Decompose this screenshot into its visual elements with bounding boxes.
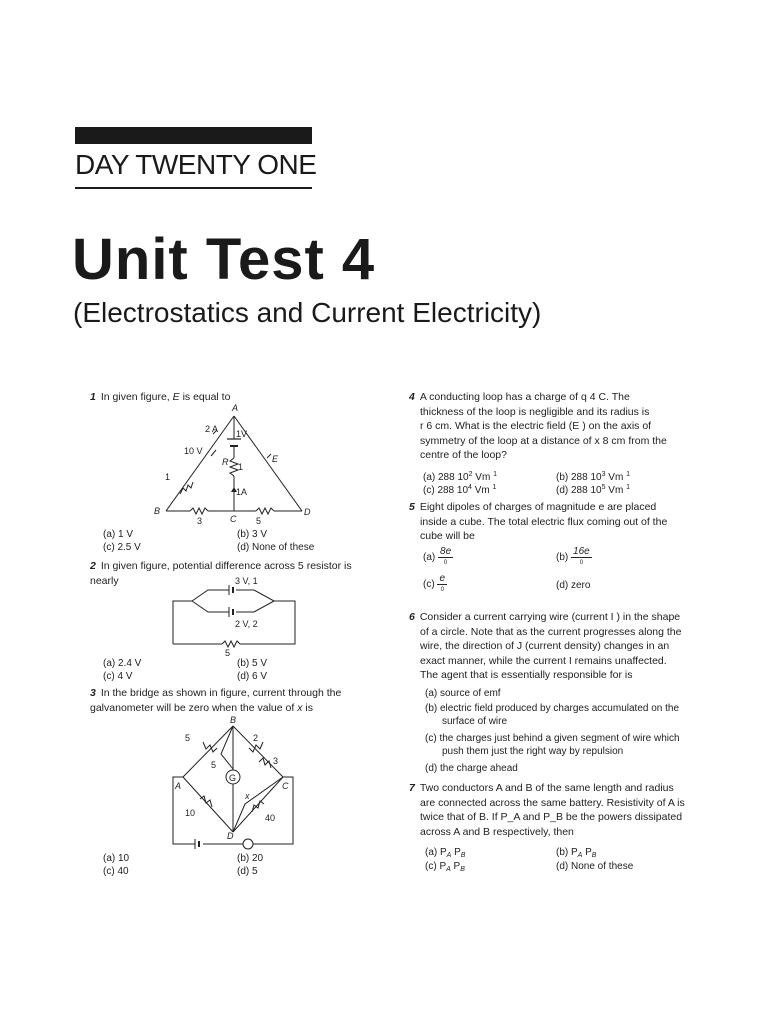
- fraction-denominator: 0: [443, 560, 448, 566]
- galvanometer-label: G: [229, 773, 237, 783]
- question-number: 7: [409, 782, 415, 794]
- question-number: 5: [409, 501, 415, 513]
- option-sub: A: [577, 852, 583, 859]
- question-4: [409, 390, 699, 463]
- heading-rule: [75, 187, 312, 189]
- question-number: 1: [90, 391, 96, 403]
- question-text: exact manner, while the current I remains unaffected.: [420, 654, 667, 667]
- question-text: across A and B respectively, then: [420, 825, 574, 838]
- option-b[interactable]: [556, 547, 592, 568]
- question-number: 4: [409, 391, 415, 403]
- option-d[interactable]: [556, 481, 630, 497]
- page-title: Unit Test 4: [72, 227, 376, 292]
- option-label: (b) P: [556, 847, 578, 858]
- option-exp: 1: [626, 484, 630, 491]
- option-exp: 1: [626, 471, 630, 478]
- question-text: A conducting loop has a charge of q 4 C. The: [419, 391, 630, 403]
- question-text: In given figure, potential difference across 5 resistor is nearly: [90, 560, 352, 587]
- option-label: P: [582, 847, 592, 858]
- question-5: [409, 500, 699, 544]
- option-c[interactable]: [423, 574, 447, 595]
- node-label: C: [282, 781, 289, 791]
- question-number: 6: [409, 611, 415, 623]
- option-d[interactable]: (d) 6 V: [237, 671, 268, 682]
- option-exp: 3: [601, 471, 606, 478]
- option-sub: A: [446, 866, 451, 873]
- option-a[interactable]: (a) 10: [103, 853, 130, 864]
- resistor-label: 3: [197, 516, 203, 526]
- option-d[interactable]: (d) None of these: [556, 861, 634, 872]
- question-7: [409, 781, 709, 839]
- question-text: thickness of the loop is negligible and its radius is: [420, 405, 650, 418]
- option-c[interactable]: (c) 2.5 V: [103, 542, 141, 553]
- node-label: A: [175, 781, 182, 791]
- question-text: twice that of B. If P_A and P_B be the powers dissipated: [420, 811, 683, 823]
- question-text: inside a cube. The total electric flux coming out of the: [420, 515, 668, 528]
- battery-label: 3 V, 1: [235, 576, 258, 586]
- option-c[interactable]: [425, 860, 465, 876]
- option-label: (b): [556, 552, 569, 564]
- option-text: Vm: [605, 472, 627, 483]
- question-text: wire, the direction of J (current density) changes in an: [420, 640, 670, 652]
- resistor-label: 5: [256, 516, 262, 526]
- option-exp: 4: [468, 484, 472, 491]
- resistor-label: 1: [238, 462, 244, 472]
- question-var: x: [297, 701, 303, 714]
- option-text: (c) 288 10: [423, 485, 469, 496]
- option-text: Vm: [605, 485, 627, 496]
- question-text: In the bridge as shown in figure, current through the galvanometer will be zero when the value of: [90, 687, 342, 714]
- node-label: E: [272, 454, 279, 464]
- resistor-label: R: [222, 457, 229, 467]
- option-c[interactable]: (c) 40: [103, 866, 129, 877]
- option-c[interactable]: [423, 481, 496, 497]
- fraction-numerator: e: [439, 573, 446, 584]
- node-label: D: [304, 507, 311, 517]
- option-text: Vm: [472, 472, 494, 483]
- resistor-label: x: [245, 791, 250, 801]
- node-label: B: [154, 506, 161, 516]
- question-text: Consider a current carrying wire (current I ) in the shape: [419, 611, 681, 623]
- page-subtitle: (Electrostatics and Current Electricity): [73, 297, 542, 328]
- option-c[interactable]: (c) 4 V: [103, 671, 133, 682]
- option-exp: 1: [492, 484, 497, 491]
- node-label: D: [227, 831, 234, 841]
- option-sub: B: [591, 852, 597, 859]
- option-b-cont: surface of wire: [442, 716, 508, 727]
- question-3: [90, 686, 365, 715]
- option-b[interactable]: (b) 20: [237, 853, 264, 864]
- option-d[interactable]: (d) None of these: [237, 542, 315, 553]
- fraction-denominator: 0: [440, 587, 444, 593]
- option-label: (a) P: [425, 847, 447, 858]
- option-label: P: [451, 847, 461, 858]
- option-text: Vm: [471, 485, 493, 496]
- resistor-label: 3: [273, 756, 279, 766]
- question-text: Eight dipoles of charges of magnitude e are placed: [419, 501, 657, 513]
- question-text: Two conductors A and B of the same length and radius: [419, 782, 674, 794]
- option-text: (d) 288 10: [556, 485, 602, 496]
- question-6: [409, 610, 709, 683]
- question-text: are connected across the same battery. Resistivity of A is: [420, 796, 685, 809]
- day-heading: DAY TWENTY ONE: [75, 149, 317, 180]
- option-c-cont: push them just the right way by repulsion: [442, 746, 624, 757]
- option-text: (b) 288 10: [556, 472, 602, 483]
- question-text: r 6 cm. What is the electric field (E ) on the axis of: [420, 420, 652, 432]
- option-label: P: [450, 861, 461, 872]
- node-label: C: [230, 514, 237, 524]
- question-text: centre of the loop?: [420, 449, 507, 461]
- option-label: (c): [423, 579, 435, 591]
- q2-circuit-figure: [170, 574, 300, 659]
- question-text: The agent that is essentially responsible for is: [420, 669, 633, 681]
- option-exp: 2: [468, 471, 473, 478]
- q1-circuit-figure: [150, 402, 320, 527]
- option-b[interactable]: (b) 5 V: [237, 658, 268, 669]
- current-label: 2 A: [205, 424, 219, 434]
- fraction-numerator: 16e: [573, 546, 590, 557]
- option-d[interactable]: (d) 5: [237, 866, 258, 877]
- resistor-label: 5: [225, 648, 231, 658]
- option-c[interactable]: (c) the charges just behind a given segment of wire which: [425, 733, 680, 744]
- resistor-label: 1: [165, 472, 171, 482]
- resistor-label: 10: [185, 808, 196, 818]
- resistor-label: 5: [211, 760, 217, 770]
- battery-label: 2 V, 2: [235, 619, 258, 629]
- option-b[interactable]: (b) electric field produced by charges accumulated on the: [425, 703, 680, 714]
- option-label: (a): [423, 552, 436, 564]
- option-text: (a) 288 10: [423, 472, 469, 483]
- question-text: symmetry of the loop at a distance of x 8 cm from the: [420, 434, 667, 447]
- node-label: A: [232, 403, 239, 413]
- question-text: is: [302, 701, 313, 714]
- question-text: is equal to: [179, 391, 231, 403]
- option-sub: B: [460, 866, 465, 873]
- fraction-numerator: 8e: [440, 546, 452, 557]
- option-b[interactable]: (b) 3 V: [237, 529, 268, 540]
- question-text: cube will be: [420, 530, 475, 542]
- option-label: (c) P: [425, 861, 447, 872]
- option-a[interactable]: (a) 1 V: [103, 529, 134, 540]
- option-a[interactable]: [423, 547, 453, 568]
- voltage-label: 10 V: [184, 446, 203, 456]
- question-number: 3: [90, 687, 96, 699]
- node-label: B: [230, 715, 237, 725]
- option-d[interactable]: (d) the charge ahead: [425, 763, 518, 774]
- header-bar: [75, 127, 312, 144]
- option-exp: 1: [493, 471, 497, 478]
- question-var: E: [172, 391, 180, 403]
- current-label: 1A: [236, 487, 248, 497]
- question-text: In given figure,: [100, 391, 173, 403]
- fraction-denominator: 0: [579, 560, 584, 566]
- voltage-label: 1V: [236, 429, 248, 439]
- question-text: of a circle. Note that as the current progresses along the: [420, 625, 682, 638]
- option-sub: B: [460, 852, 466, 859]
- resistor-label: 40: [265, 813, 276, 823]
- question-number: 2: [90, 560, 96, 572]
- option-a[interactable]: (a) 2.4 V: [103, 658, 142, 669]
- q3-bridge-figure: [165, 714, 300, 856]
- option-sub: A: [446, 852, 452, 859]
- resistor-label: 2: [253, 733, 259, 743]
- resistor-label: 5: [185, 733, 191, 743]
- option-exp: 5: [601, 484, 606, 491]
- option-d[interactable]: (d) zero: [556, 580, 591, 591]
- option-a[interactable]: (a) source of emf: [425, 688, 501, 699]
